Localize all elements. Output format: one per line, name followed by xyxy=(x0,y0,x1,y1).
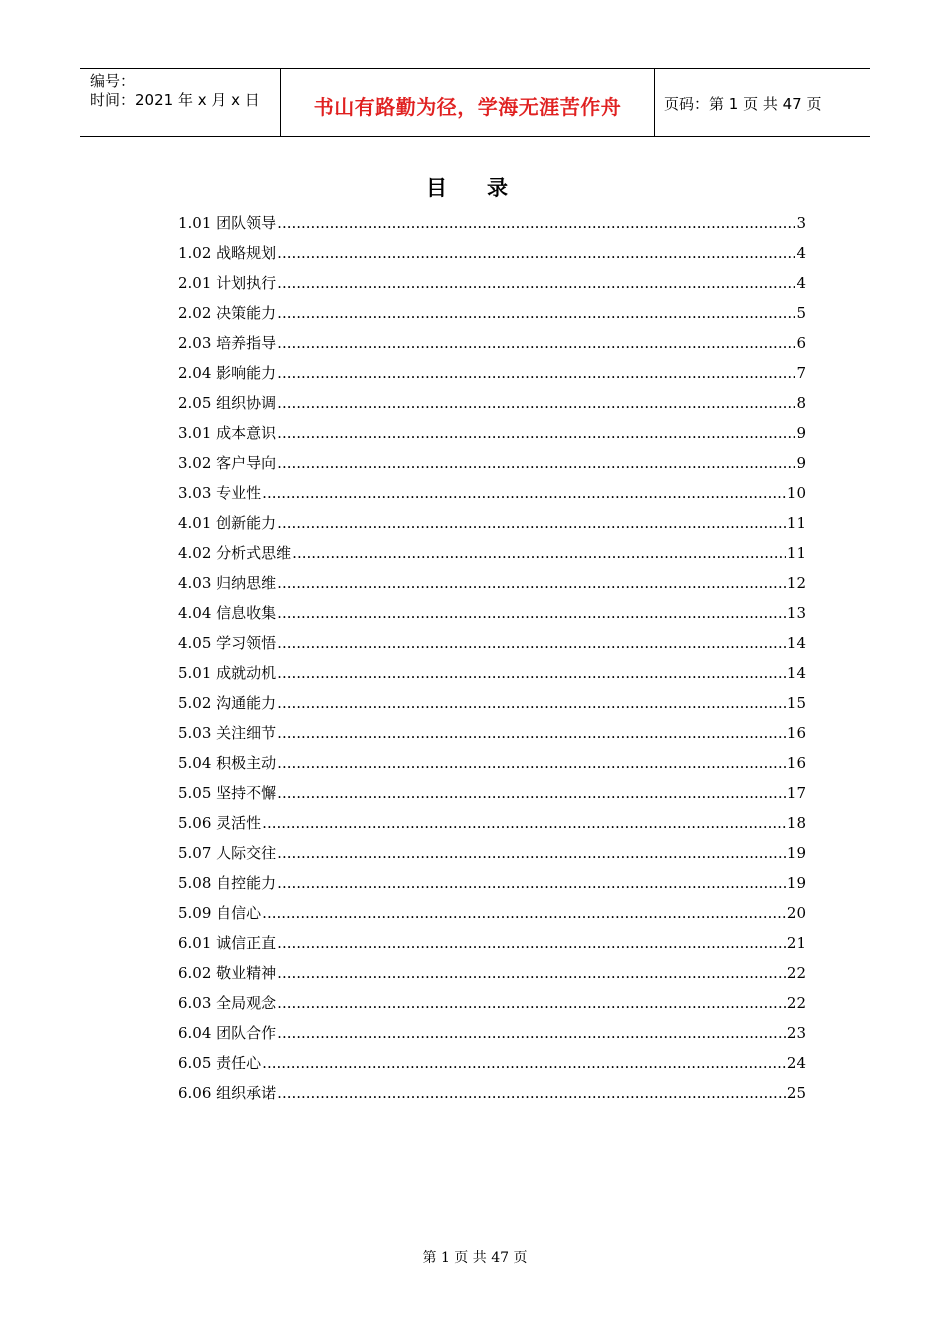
toc-entry-label: 5.01 成就动机 xyxy=(178,664,277,682)
toc-dot-leader xyxy=(277,1018,786,1048)
toc-dot-leader xyxy=(277,1078,786,1108)
toc-entry[interactable] xyxy=(178,418,806,448)
toc-entry[interactable] xyxy=(178,808,806,838)
toc-entry-page: 13 xyxy=(786,604,806,622)
toc-entry[interactable] xyxy=(178,718,806,748)
toc-entry-label: 5.06 灵活性 xyxy=(178,814,262,832)
toc-entry[interactable] xyxy=(178,988,806,1018)
toc-entry-page: 15 xyxy=(786,694,806,712)
toc-entry-page: 9 xyxy=(796,424,806,442)
header-motto-cell xyxy=(280,69,655,136)
toc-entry[interactable] xyxy=(178,958,806,988)
toc-entry-page: 11 xyxy=(786,544,806,562)
toc-entry-page: 24 xyxy=(786,1054,806,1072)
page-header xyxy=(80,68,870,137)
toc-entry[interactable] xyxy=(178,928,806,958)
toc-entry[interactable] xyxy=(178,868,806,898)
toc-entry-label: 4.01 创新能力 xyxy=(178,514,277,532)
toc-entry-page: 12 xyxy=(786,574,806,592)
toc-dot-leader xyxy=(277,748,786,778)
toc-entry[interactable] xyxy=(178,598,806,628)
toc-dot-leader xyxy=(277,388,795,418)
toc-entry-page: 20 xyxy=(786,904,806,922)
toc-entry-label: 2.02 决策能力 xyxy=(178,304,277,322)
toc-entry-label: 3.02 客户导向 xyxy=(178,454,277,472)
toc-entry[interactable] xyxy=(178,508,806,538)
toc-dot-leader xyxy=(277,358,795,388)
toc-entry[interactable] xyxy=(178,328,806,358)
toc-dot-leader xyxy=(277,988,786,1018)
toc-entry[interactable] xyxy=(178,298,806,328)
toc-dot-leader xyxy=(277,778,786,808)
toc-entry-page: 5 xyxy=(796,304,806,322)
toc-entry-label: 6.05 责任心 xyxy=(178,1054,262,1072)
toc-dot-leader xyxy=(262,478,786,508)
toc-dot-leader xyxy=(277,928,786,958)
document-date: 时间：2021 年 x 月 x 日 xyxy=(90,91,260,109)
toc-entry-page: 10 xyxy=(786,484,806,502)
toc-entry-page: 17 xyxy=(786,784,806,802)
toc-dot-leader xyxy=(292,538,786,568)
toc-entry[interactable] xyxy=(178,1048,806,1078)
toc-entry[interactable] xyxy=(178,898,806,928)
toc-dot-leader xyxy=(277,508,786,538)
toc-dot-leader xyxy=(277,868,786,898)
toc-entry-label: 6.06 组织承诺 xyxy=(178,1084,277,1102)
toc-entry-label: 4.05 学习领悟 xyxy=(178,634,277,652)
toc-entry-page: 7 xyxy=(796,364,806,382)
toc-entry-page: 11 xyxy=(786,514,806,532)
toc-entry-label: 4.03 归纳思维 xyxy=(178,574,277,592)
toc-dot-leader xyxy=(277,658,786,688)
toc-entry-page: 6 xyxy=(796,334,806,352)
toc-entry-page: 16 xyxy=(786,724,806,742)
header-page-cell xyxy=(655,69,870,136)
toc-entry-page: 23 xyxy=(786,1024,806,1042)
toc-entry[interactable] xyxy=(178,778,806,808)
toc-entry[interactable] xyxy=(178,1018,806,1048)
toc-entry-label: 2.01 计划执行 xyxy=(178,274,277,292)
toc-entry-label: 3.01 成本意识 xyxy=(178,424,277,442)
toc-entry-label: 5.09 自信心 xyxy=(178,904,262,922)
toc-entry-page: 19 xyxy=(786,874,806,892)
toc-dot-leader xyxy=(277,628,786,658)
toc-entry[interactable] xyxy=(178,568,806,598)
toc-dot-leader xyxy=(277,328,795,358)
toc-dot-leader xyxy=(277,298,795,328)
toc-entry-page: 9 xyxy=(796,454,806,472)
toc-entry-label: 2.03 培养指导 xyxy=(178,334,277,352)
document-number-label: 编号： xyxy=(90,72,136,90)
toc-entry-page: 19 xyxy=(786,844,806,862)
toc-dot-leader xyxy=(262,1048,786,1078)
toc-entry-page: 25 xyxy=(786,1084,806,1102)
toc-entry-label: 4.04 信息收集 xyxy=(178,604,277,622)
header-page-info: 页码：第 1 页 共 47 页 xyxy=(664,95,822,113)
toc-entry-label: 5.02 沟通能力 xyxy=(178,694,277,712)
toc-entry[interactable] xyxy=(178,268,806,298)
toc-entry-label: 2.04 影响能力 xyxy=(178,364,277,382)
toc-entry-label: 5.08 自控能力 xyxy=(178,874,277,892)
toc-dot-leader xyxy=(277,568,786,598)
toc-dot-leader xyxy=(277,718,786,748)
toc-entry-label: 3.03 专业性 xyxy=(178,484,262,502)
toc-dot-leader xyxy=(277,598,786,628)
toc-entry[interactable] xyxy=(178,478,806,508)
toc-entry-page: 16 xyxy=(786,754,806,772)
toc-entry-label: 6.03 全局观念 xyxy=(178,994,277,1012)
toc-entry-page: 22 xyxy=(786,964,806,982)
toc-entry-label: 2.05 组织协调 xyxy=(178,394,277,412)
toc-dot-leader xyxy=(277,418,795,448)
page-footer: 第 1 页 共 47 页 xyxy=(422,1250,528,1266)
toc-entry[interactable] xyxy=(178,838,806,868)
toc-entry-label: 5.04 积极主动 xyxy=(178,754,277,772)
toc-entry[interactable] xyxy=(178,748,806,778)
toc-entry-label: 1.01 团队领导 xyxy=(178,214,277,232)
toc-dot-leader xyxy=(277,208,795,238)
toc-entry[interactable] xyxy=(178,238,806,268)
toc-dot-leader xyxy=(277,448,795,478)
toc-entry[interactable] xyxy=(178,538,806,568)
toc-entry-page: 4 xyxy=(796,244,806,262)
toc-entry[interactable] xyxy=(178,358,806,388)
toc-entry-label: 6.01 诚信正直 xyxy=(178,934,277,952)
toc-dot-leader xyxy=(277,958,786,988)
header-motto: 书山有路勤为径，学海无涯苦作舟 xyxy=(313,95,622,119)
toc-dot-leader xyxy=(262,808,786,838)
toc-entry-label: 5.05 坚持不懈 xyxy=(178,784,277,802)
toc-entry-page: 21 xyxy=(786,934,806,952)
toc-entry-page: 14 xyxy=(786,664,806,682)
toc-dot-leader xyxy=(277,268,795,298)
toc-entry[interactable] xyxy=(178,448,806,478)
toc-entry-label: 1.02 战略规划 xyxy=(178,244,277,262)
toc-entry-page: 8 xyxy=(796,394,806,412)
toc-dot-leader xyxy=(277,838,786,868)
toc-entry[interactable] xyxy=(178,388,806,418)
toc-entry[interactable] xyxy=(178,628,806,658)
header-meta xyxy=(80,69,280,136)
toc-dot-leader xyxy=(277,688,786,718)
toc-entry-page: 22 xyxy=(786,994,806,1012)
toc-dot-leader xyxy=(277,238,795,268)
toc-entry-page: 14 xyxy=(786,634,806,652)
table-of-contents xyxy=(178,208,806,1108)
toc-entry-page: 18 xyxy=(786,814,806,832)
toc-entry-page: 3 xyxy=(796,214,806,232)
toc-title: 目录 xyxy=(426,176,548,200)
toc-entry-page: 4 xyxy=(796,274,806,292)
toc-entry[interactable] xyxy=(178,658,806,688)
toc-entry-label: 5.03 关注细节 xyxy=(178,724,277,742)
toc-entry[interactable] xyxy=(178,1078,806,1108)
toc-entry-label: 4.02 分析式思维 xyxy=(178,544,292,562)
toc-dot-leader xyxy=(262,898,786,928)
toc-entry[interactable] xyxy=(178,688,806,718)
toc-entry-label: 5.07 人际交往 xyxy=(178,844,277,862)
toc-entry-label: 6.02 敬业精神 xyxy=(178,964,277,982)
toc-entry[interactable] xyxy=(178,208,806,238)
toc-entry-label: 6.04 团队合作 xyxy=(178,1024,277,1042)
